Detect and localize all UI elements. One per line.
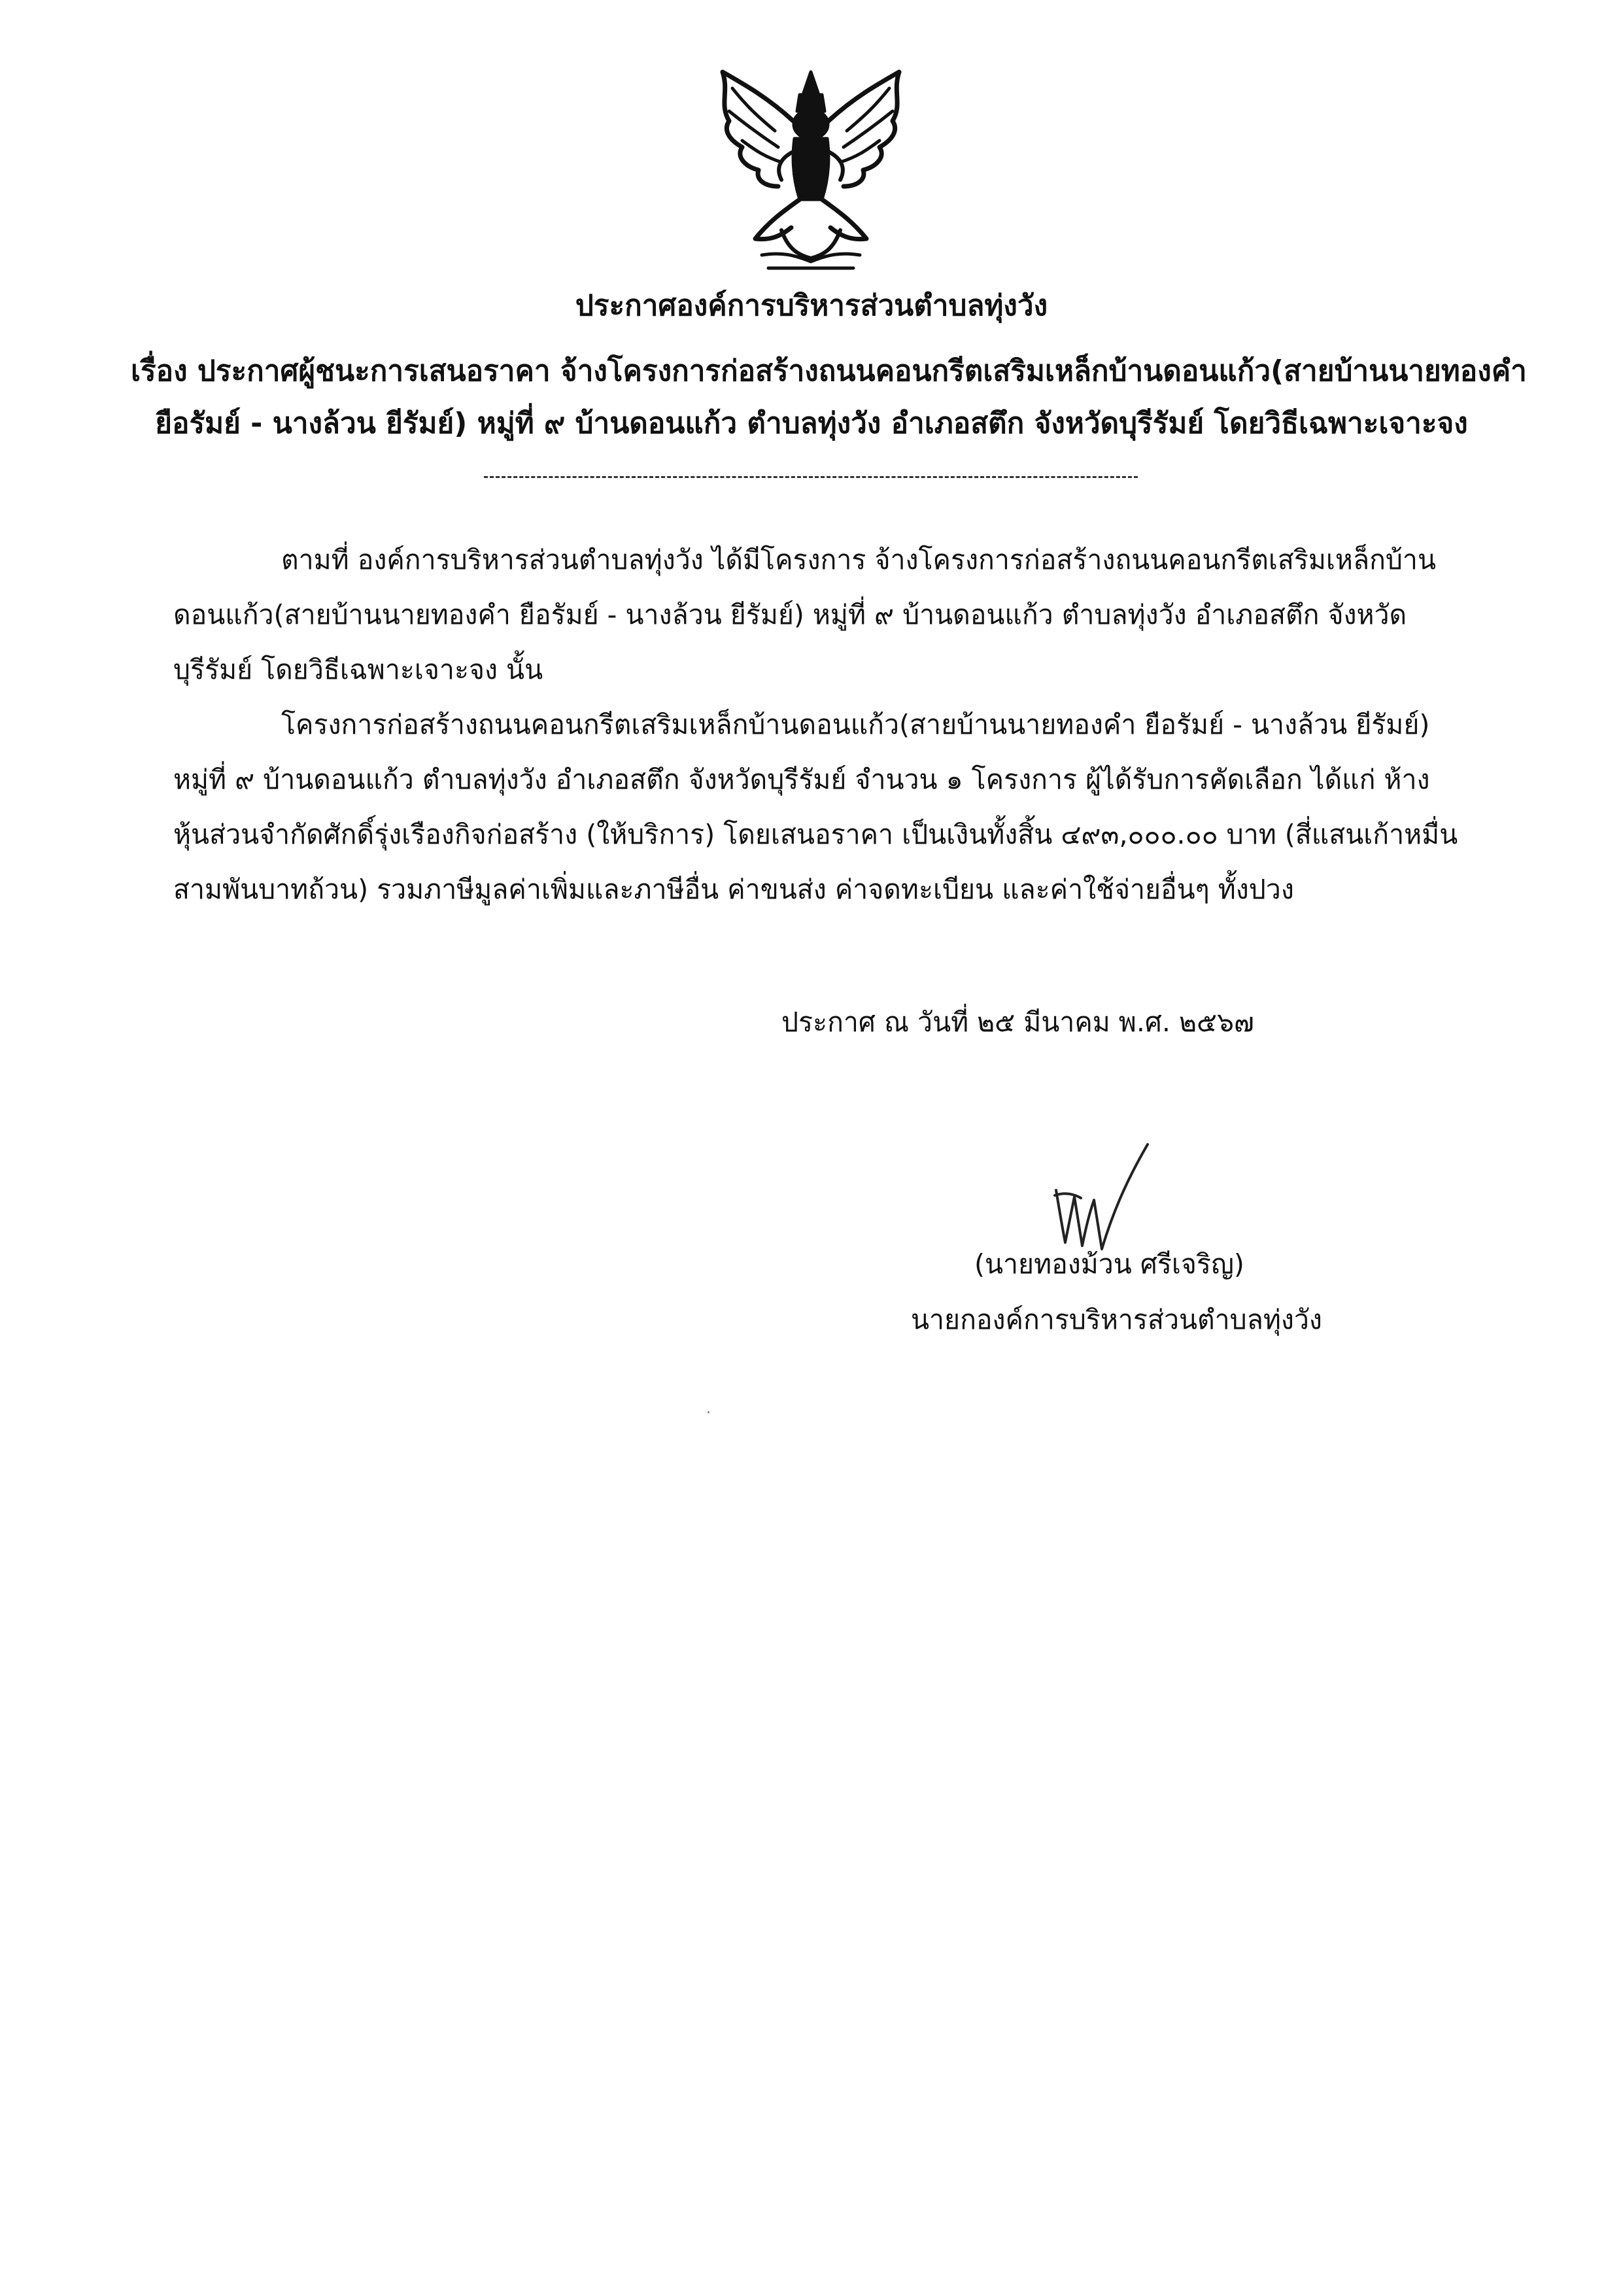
signer-position: นายกองค์การบริหารส่วนตำบลทุ่งวัง xyxy=(911,1304,1322,1335)
dashed-divider xyxy=(484,476,1138,478)
subject-line-1: เรื่อง ประกาศผู้ชนะการเสนอราคา จ้างโครงการก่อสร้างถนนคอนกรีตเสริมเหล็กบ้านดอนแก้ว(สายบ้านนายทองคำ xyxy=(131,354,1527,388)
paragraph-2-line-1: โครงการก่อสร้างถนนคอนกรีตเสริมเหล็กบ้านดอนแก้ว(สายบ้านนายทองคำ ยือรัมย์ - นางล้วน ยีรัมย์) xyxy=(281,709,1430,740)
scan-speck xyxy=(708,1411,709,1413)
garuda-emblem-icon xyxy=(683,59,938,275)
announcement-date: ประกาศ ณ วันที่ ๒๕ มีนาคม พ.ศ. ๒๕๖๗ xyxy=(781,1006,1254,1038)
paragraph-2-line-4: สามพันบาทถ้วน) รวมภาษีมูลค่าเพิ่มและภาษีอื่น ค่าขนส่ง ค่าจดทะเบียน และค่าใช้จ่ายอื่นๆ ทั้งปวง xyxy=(173,874,1294,905)
paragraph-1-line-3: บุรีรัมย์ โดยวิธีเฉพาะเจาะจง นั้น xyxy=(173,654,543,685)
paragraph-1-line-1: ตามที่ องค์การบริหารส่วนตำบลทุ่งวัง ได้มีโครงการ จ้างโครงการก่อสร้างถนนคอนกรีตเสริมเหล็กบ้าน xyxy=(281,544,1436,575)
subject-line-2: ยือรัมย์ - นางล้วน ยีรัมย์) หมู่ที่ ๙ บ้านดอนแก้ว ตำบลทุ่งวัง อำเภอสตึก จังหวัดบุรีรัมย์ โดยวิธีเฉพาะเจาะจง xyxy=(155,407,1468,440)
paragraph-1-line-2: ดอนแก้ว(สายบ้านนายทองคำ ยือรัมย์ - นางล้วน ยีรัมย์) หมู่ที่ ๙ บ้านดอนแก้ว ตำบลทุ่งวัง อำเภอสตึก จังหวัด xyxy=(173,599,1407,630)
paragraph-2-line-3: หุ้นส่วนจำกัดศักดิ์รุ่งเรืองกิจก่อสร้าง (ให้บริการ) โดยเสนอราคา เป็นเงินทั้งสิ้น ๔๙๓,๐๐๐.๐๐ บาท (สี่แสนเก้าหมื่น xyxy=(173,819,1458,850)
signer-name: (นายทองม้วน ศรีเจริญ) xyxy=(974,1248,1244,1280)
announcement-title: ประกาศองค์การบริหารส่วนตำบลทุ่งวัง xyxy=(575,289,1048,322)
paragraph-2-line-2: หมู่ที่ ๙ บ้านดอนแก้ว ตำบลทุ่งวัง อำเภอสตึก จังหวัดบุรีรัมย์ จำนวน ๑ โครงการ ผู้ได้รับการคัดเลือก ได้แก่ ห้าง xyxy=(173,764,1430,795)
handwritten-signature xyxy=(1043,1138,1154,1256)
